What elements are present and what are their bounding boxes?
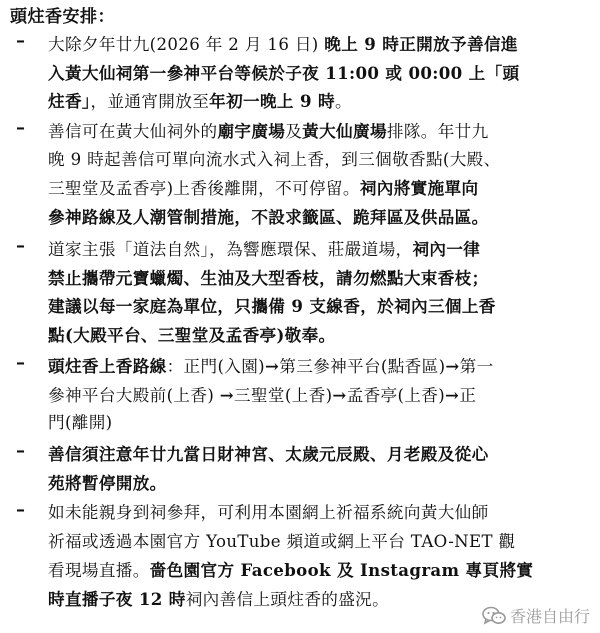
- text-segment: 黃大仙廣場: [302, 121, 387, 141]
- text-line: [48, 264, 588, 293]
- text-segment: 孟香亭(上香): [346, 385, 446, 405]
- text-segment: 排隊。年廿九: [386, 122, 489, 141]
- text-segment: 時直播子夜 12 時: [48, 588, 186, 609]
- text-line: [48, 556, 588, 585]
- text-segment: →: [332, 384, 347, 405]
- text-line: [48, 499, 588, 528]
- bullet-text: [48, 352, 588, 438]
- text-segment: 入黃大仙祠第一參神平台等候於子夜 11:00 或 00:00 上「頭: [48, 62, 520, 83]
- text-segment: 道家主張「道法自然」，為響應環保、莊嚴道場，: [48, 240, 413, 259]
- text-segment: 頭炷香上香路線: [48, 356, 167, 376]
- text-segment: 三聖堂(上香): [234, 385, 333, 405]
- text-segment: →: [264, 356, 280, 376]
- section-heading: 頭炷香安排：: [10, 7, 115, 27]
- text-line: [48, 203, 588, 232]
- text-line: [48, 30, 588, 59]
- text-segment: 炷香」: [48, 91, 91, 111]
- text-line: [48, 59, 588, 88]
- text-segment: 嗇色園官方 Facebook 及 Instagram 專頁將實: [149, 560, 534, 580]
- bullet-dash: –: [16, 117, 25, 138]
- bullet-text: [48, 499, 588, 613]
- text-line: [48, 440, 588, 469]
- text-segment: ：正門(入園): [166, 357, 265, 376]
- bullet-dash: –: [16, 499, 25, 520]
- text-line: [48, 409, 588, 438]
- text-segment: ，並通宵開放至: [90, 92, 210, 111]
- text-line: [48, 292, 588, 321]
- watermark-text: 香港自由行: [509, 607, 590, 626]
- text-segment: 門(離開): [48, 413, 113, 432]
- bullet-dash: –: [16, 235, 25, 256]
- bullet-text: [48, 30, 588, 116]
- text-segment: 及: [285, 122, 303, 141]
- text-segment: 年初一晚上 9 時: [209, 91, 335, 111]
- text-line: [48, 352, 588, 381]
- text-segment: 參神平台大殿前(上香): [48, 385, 220, 405]
- text-segment: 。: [334, 92, 352, 111]
- text-segment: 看現場直播。: [48, 561, 150, 580]
- bullet-dash: –: [16, 352, 25, 373]
- text-segment: 如未能親身到祠參拜，可利用本園網上祈福系統向黃大仙師: [48, 503, 489, 522]
- text-line: [48, 174, 588, 203]
- text-line: [48, 528, 588, 557]
- watermark: [482, 604, 590, 627]
- text-line: [48, 235, 588, 264]
- text-segment: 正: [459, 385, 477, 405]
- text-segment: →: [445, 384, 460, 405]
- text-segment: 第三參神平台(點香區): [279, 357, 446, 376]
- text-line: [48, 321, 588, 350]
- text-segment: 禁止攜帶元寶蠟燭、生油及大型香枝，請勿燃點大束香枝；: [48, 267, 489, 288]
- bullet-dash: –: [16, 30, 25, 51]
- text-segment: 晚 9 時起善信可單向流水式入祠上香，到三個敬香點(大殿、: [48, 149, 501, 169]
- wechat-icon: [482, 606, 506, 626]
- text-segment: 三聖堂及孟香亭)上香後離開，不可停留。: [48, 179, 360, 198]
- bullet-text: [48, 440, 588, 497]
- text-segment: 祠內將實施單向: [359, 178, 479, 198]
- text-segment: 善信可在黃大仙祠外的: [48, 122, 218, 141]
- text-segment: 祈福或透過本園官方 YouTube 頻道或網上平台 TAO-NET 觀: [48, 531, 516, 551]
- text-segment: 祠內善信上頭炷香的盛況。: [185, 589, 390, 609]
- text-segment: 大除夕年廿九(2026 年 2 月 16 日): [48, 35, 325, 54]
- text-segment: 祠內一律: [412, 239, 481, 259]
- text-line: [48, 146, 588, 175]
- text-segment: 廟宇廣場: [217, 121, 286, 141]
- text-segment: 點(大殿平台、三聖堂及孟香亭)敬奉。: [48, 324, 336, 345]
- bullet-text: [48, 235, 588, 349]
- text-segment: 第一: [459, 357, 494, 376]
- text-segment: 建議以每一家庭為單位，只攜備 9 支線香，於祠內三個上香: [48, 296, 496, 316]
- text-segment: 苑將暫停開放。: [48, 472, 167, 493]
- text-line: [48, 469, 588, 498]
- bullet-dash: –: [16, 440, 25, 461]
- text-segment: 晚上 9 時正開放予善信進: [324, 34, 518, 54]
- text-segment: →: [445, 356, 460, 376]
- text-segment: 善信須注意年廿九當日財神宮、太歲元辰殿、月老殿及從心: [48, 444, 489, 464]
- text-segment: →: [219, 384, 235, 405]
- text-line: [48, 117, 588, 146]
- bullet-text: [48, 117, 588, 231]
- text-line: [48, 87, 588, 116]
- text-line: [48, 381, 588, 410]
- text-segment: 參神路線及人潮管制措施，不設求籤區、跪拜區及供品區。: [48, 206, 489, 227]
